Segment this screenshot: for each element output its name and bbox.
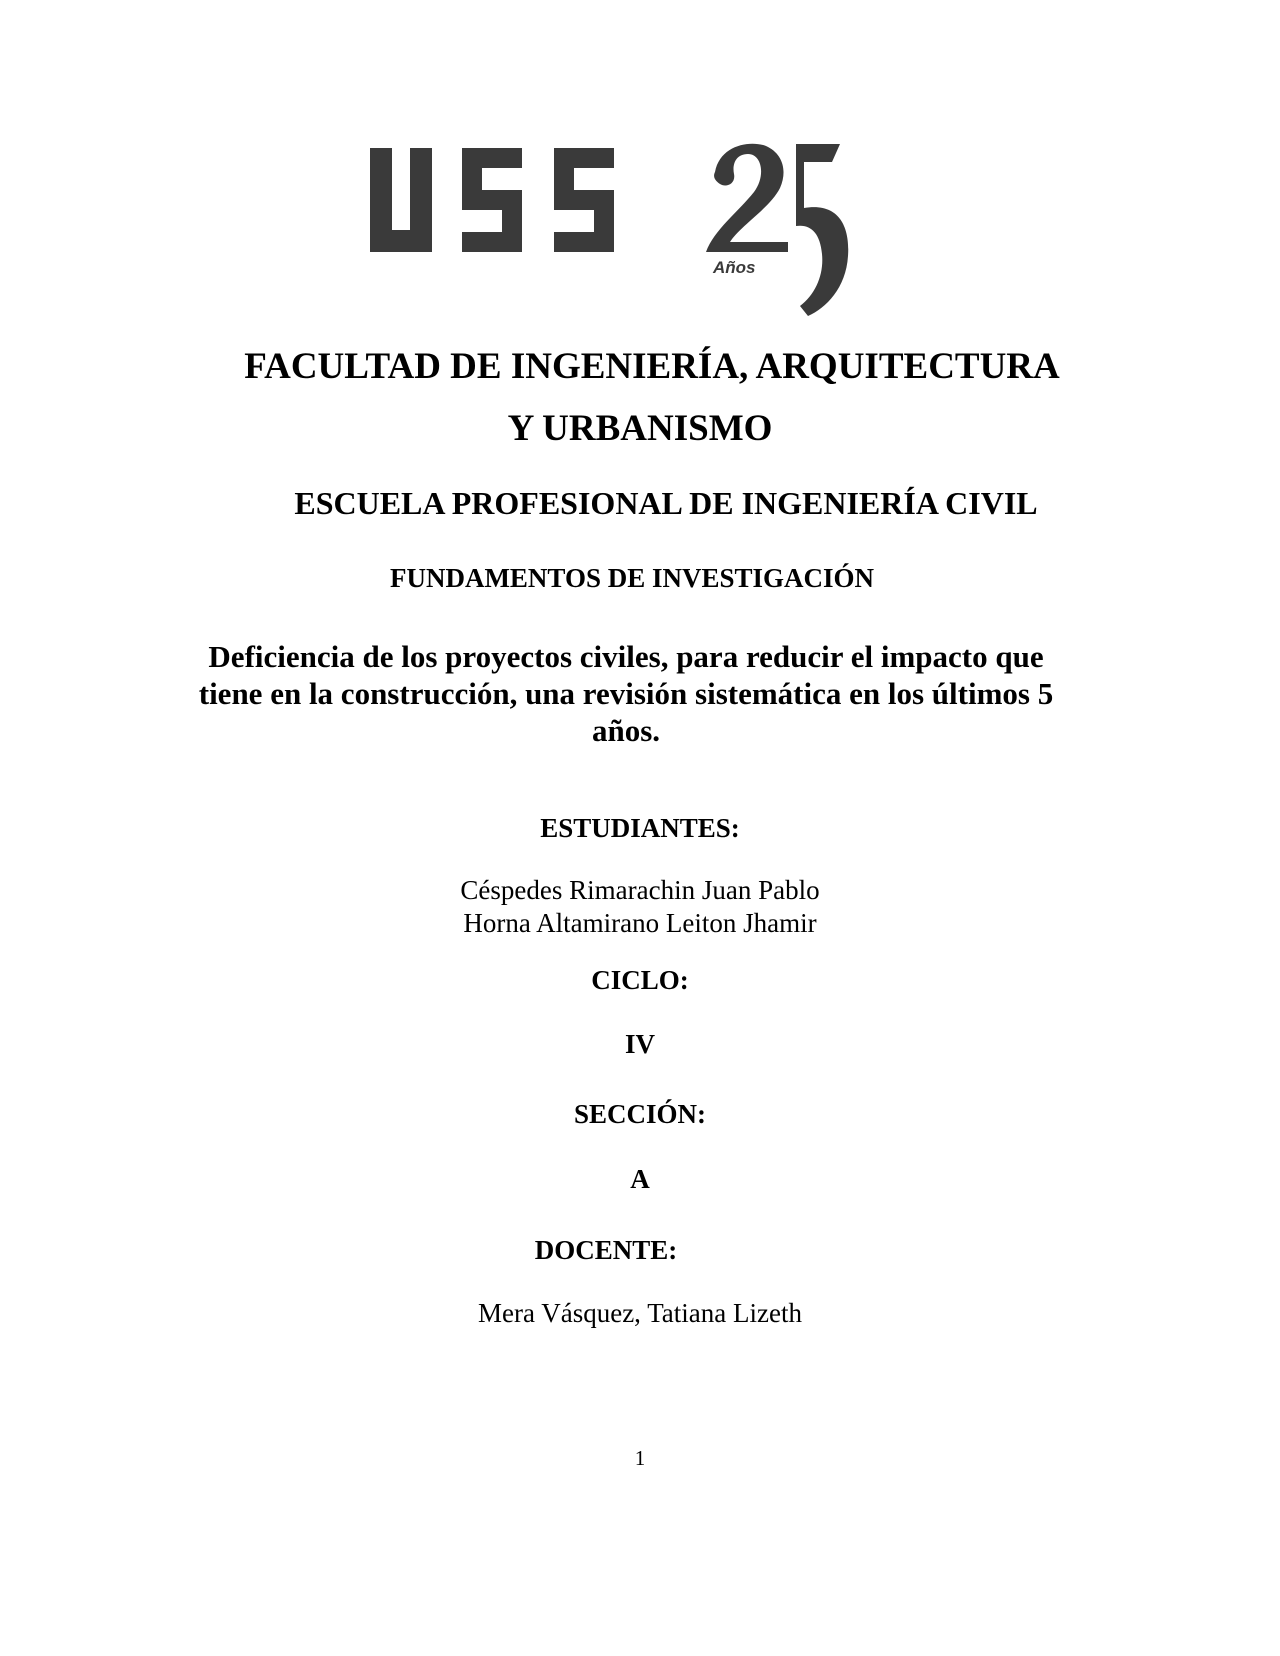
page-number: 1: [634, 1446, 646, 1470]
logo-letter-s1: [462, 148, 522, 252]
teacher-label: DOCENTE:: [534, 1235, 678, 1265]
faculty-title-line2: Y URBANISMO: [507, 408, 773, 449]
logo-letter-u: [370, 148, 432, 252]
faculty-title-line1: FACULTAD DE INGENIERÍA, ARQUITECTURA: [244, 346, 1060, 387]
logo-letter-s2: [554, 148, 614, 252]
teacher-name: Mera Vásquez, Tatiana Lizeth: [478, 1298, 802, 1328]
logo-digit-2: [706, 144, 788, 252]
cycle-label: CICLO:: [591, 965, 689, 995]
research-title-line2: tiene en la construcción, una revisión sistemática en los últimos 5: [198, 676, 1054, 711]
research-title-line1: Deficiencia de los proyectos civiles, para reducir el impacto que: [208, 639, 1044, 674]
logo-anos-text: Años: [713, 258, 756, 277]
course-name: FUNDAMENTOS DE INVESTIGACIÓN: [389, 563, 875, 593]
student-name-2: Horna Altamirano Leiton Jhamir: [463, 908, 817, 938]
university-logo: [370, 140, 890, 320]
uss-25-logo-graphic: [370, 140, 890, 320]
logo-digit-5: [796, 144, 848, 316]
section-label: SECCIÓN:: [573, 1099, 707, 1129]
research-title-line3: años.: [591, 713, 661, 748]
student-name-1: Céspedes Rimarachin Juan Pablo: [460, 875, 820, 905]
cycle-value: IV: [624, 1029, 655, 1059]
school-name: ESCUELA PROFESIONAL DE INGENIERÍA CIVIL: [294, 485, 1038, 521]
section-value: A: [630, 1164, 650, 1194]
students-label: ESTUDIANTES:: [540, 813, 740, 843]
